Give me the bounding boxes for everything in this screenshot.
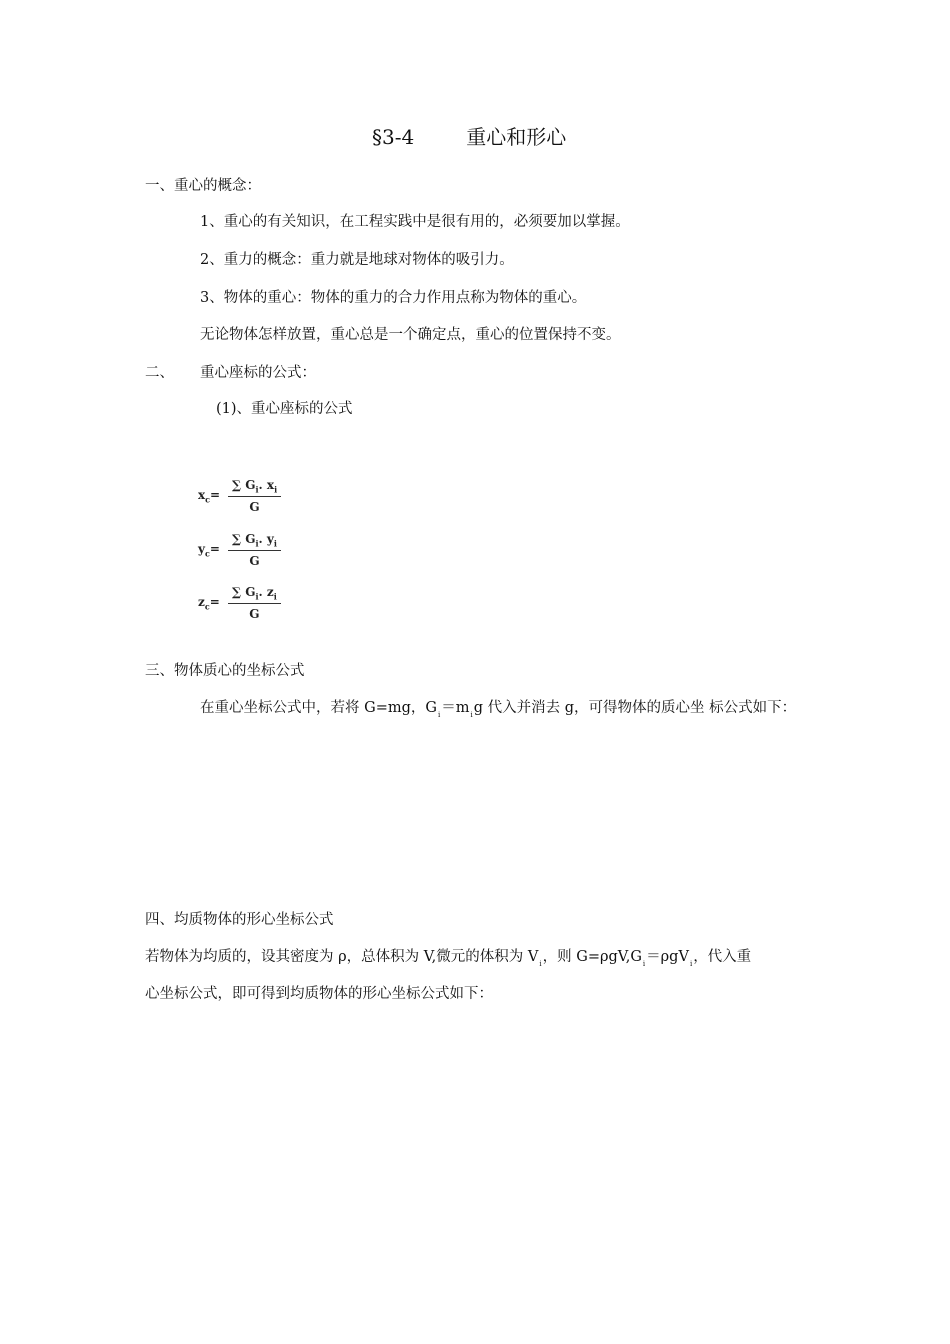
formula-zc: $z_c=$ $\frac{\sum G_i. z_i}{G}$: [198, 585, 281, 621]
formula-yc: $y_c=$ $\frac{\sum G_i. y_i}{G}$: [198, 532, 281, 568]
formula-xc: $x_c=$ $\frac{\sum G_i. x_i}{G}$: [198, 478, 281, 514]
sec2-number: 二、: [145, 365, 174, 381]
section-name: 重心和形心: [466, 125, 567, 149]
sec1-note: 无论物体怎样放置，重心总是一个确定点，重心的位置保持不变。: [200, 327, 621, 343]
sec2-subheading: (1)、重心座标的公式: [216, 401, 353, 417]
sec4-line-2: 心坐标公式，即可得到均质物体的形心坐标公式如下：: [145, 986, 493, 1002]
section-number: §3-4: [372, 125, 415, 149]
sec3-heading: 三、物体质心的坐标公式: [145, 663, 305, 679]
sec4-line-1: 若物体为均质的，设其密度为 ρ，总体积为 V,微元的体积为 $V_i$，则 $G=\rho gV,G_i=\rho gV_i$，代入重: [145, 949, 752, 968]
sec1-item-2: 2、重力的概念：重力就是地球对物体的吸引力。: [200, 252, 514, 268]
sec1-item-1: 1、重心的有关知识，在工程实践中是很有用的，必须要加以掌握。: [200, 214, 630, 230]
sec1-item-3: 3、物体的重心：物体的重力的合力作用点称为物体的重心。: [200, 290, 587, 306]
sec3-paragraph: 在重心坐标公式中，若将 G=mg，$G_i=m_ig$ 代入并消去 g，可得物体的质心坐 标公式如下：: [200, 700, 797, 719]
sec2-heading: 重心座标的公式：: [200, 365, 316, 381]
sec1-heading: 一、重心的概念：: [145, 178, 261, 194]
page-title: [372, 124, 566, 150]
sec4-heading: 四、均质物体的形心坐标公式: [145, 912, 334, 928]
